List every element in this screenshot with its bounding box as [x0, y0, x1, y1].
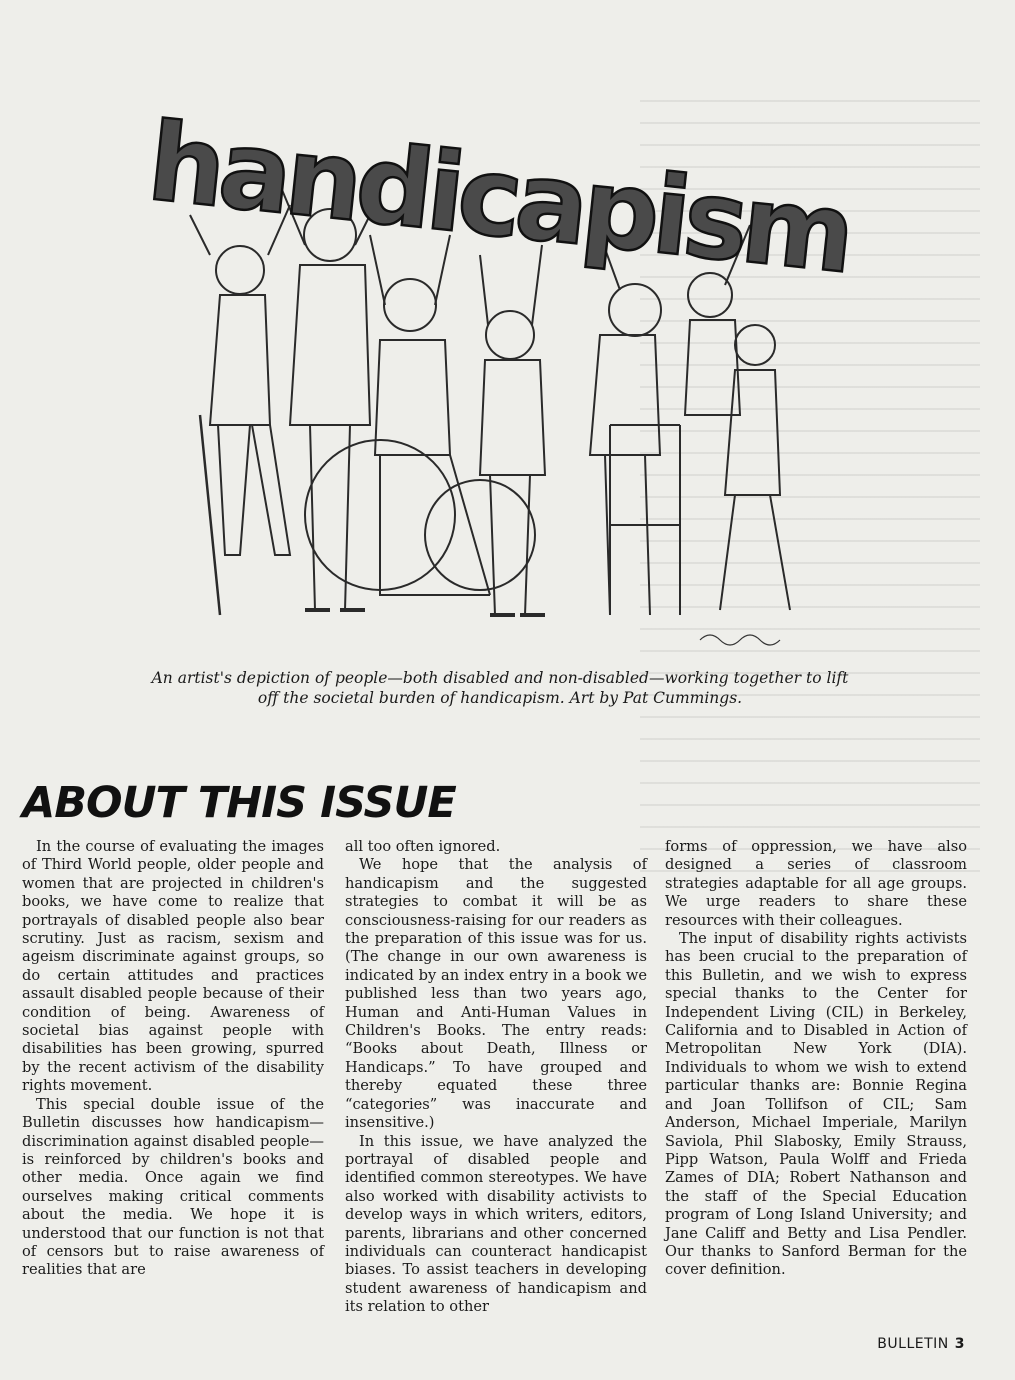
paragraph: all too often ignored.	[345, 838, 501, 855]
page-footer	[877, 1336, 965, 1352]
paragraph: In this issue, we have analyzed the portrayal of disabled people and identified common stereotypes. We have also worked with disability activists to develop ways in which writers, editors, parents, librarians and other concerned individuals can counteract handicapist biases. To assist teachers in developing student awareness of handicapism and its relation to other	[345, 1132, 647, 1316]
handicapism-illustration	[142, 95, 855, 665]
paragraph: forms of oppression, we have also designed a series of classroom strategies adaptable for all age groups. We urge readers to share these resources with their colleagues.	[665, 838, 967, 929]
figure-caption: An artist's depiction of people—both disabled and non-disabled—working together to lift off the societal burden of handicapism. Art by Pat Cummings.	[151, 669, 849, 707]
illustration-word: handicapism	[142, 99, 855, 298]
article-column-3	[665, 838, 967, 1280]
paragraph: This special double issue of the Bulletin discusses how handicapism—discrimination against disabled people—is reinforced by children's books and other media. Once again we find ourselves making critical comments about the media. We hope it is understood that our function is not that of censors but to raise awareness of realities that are	[22, 1095, 324, 1279]
paragraph: We hope that the analysis of handicapism and the suggested strategies to combat it will be as consciousness-raising for our readers as the preparation of this issue was for us. (The change in our own awareness is indicated by an index entry in a book we published less than two years ago, Human and Anti-Human Values in Children's Books. The entry reads: “Books about Death, Illness or Handicaps.” To have grouped and thereby equated these three “categories” was inaccurate and insensitive.)	[345, 856, 647, 1132]
article-column-1	[22, 838, 324, 1280]
page-number: 3	[954, 1336, 965, 1352]
publication-name: BULLETIN	[877, 1336, 949, 1352]
paragraph: The input of disability rights activists has been crucial to the preparation of this Bulletin, and we wish to express special thanks to the Center for Independent Living (CIL) in Berkeley, California and to Disabled in Action of Metropolitan New York (DIA). Individuals to whom we wish to extend particular thanks are: Bonnie Regina and Joan Tollifson of CIL; Sam Anderson, Michael Imperiale, Marilyn Saviola, Phil Slabosky, Emily Strauss, Pipp Watson, Paula Wolff and Frieda Zames of DIA; Robert Nathanson and the staff of the Special Education program of Long Island University; and Jane Califf and Betty and Lisa Pendler. Our thanks to Sanford Berman for the cover definition.	[665, 930, 967, 1279]
article-heading: ABOUT THIS ISSUE	[22, 778, 456, 828]
article-column-2	[345, 838, 647, 1317]
paragraph: In the course of evaluating the images of Third World people, older people and women that are projected in children's books, we have come to realize that portrayals of disabled people also bear scrutiny. Just as racism, sexism and ageism discriminate against groups, so do certain attitudes and practices assault disabled people because of their condition of being. Awareness of societal bias against people with disabilities has been growing, spurred by the recent activism of the disability rights movement.	[22, 838, 324, 1095]
